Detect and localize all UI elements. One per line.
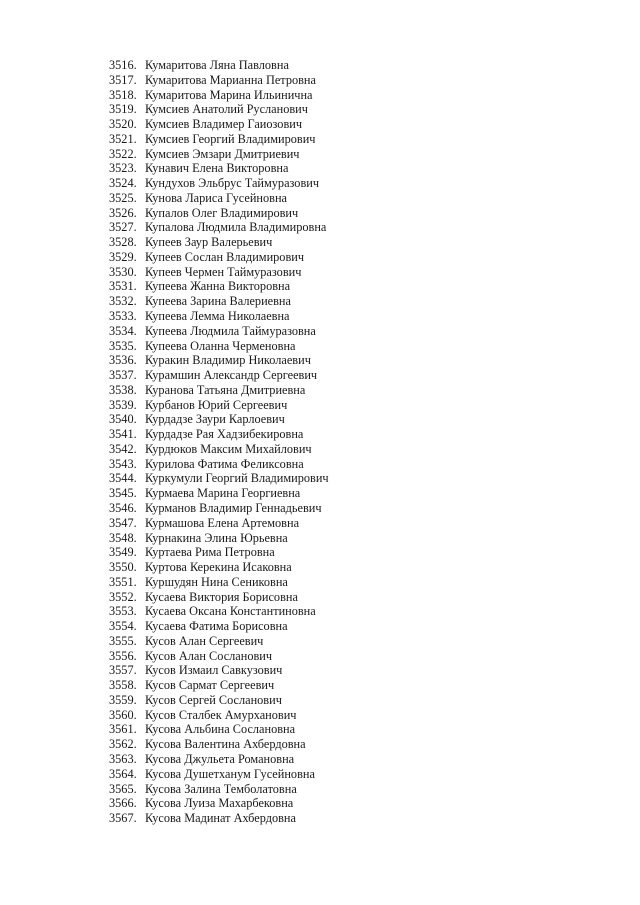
entry-name: Курмаева Марина Георгиевна bbox=[145, 486, 301, 501]
entry-name: Куранова Татьяна Дмитриевна bbox=[145, 382, 306, 397]
list-item bbox=[109, 339, 329, 354]
entry-name: Кумсиев Эмзари Дмитриевич bbox=[145, 146, 300, 161]
entry-number: 3537. bbox=[109, 368, 137, 383]
entry-name: Куртаева Рима Петровна bbox=[145, 545, 275, 560]
entry-name: Курилова Фатима Феликсовна bbox=[145, 456, 304, 471]
list-item bbox=[109, 412, 329, 427]
entry-name: Кусова Джульета Романовна bbox=[145, 751, 295, 766]
list-item bbox=[109, 663, 329, 678]
list-item bbox=[109, 88, 329, 103]
list-item bbox=[109, 649, 329, 664]
list-item bbox=[109, 235, 329, 250]
list-item bbox=[109, 250, 329, 265]
entry-name: Кусова Альбина Сослановна bbox=[145, 722, 296, 737]
entry-name: Кусов Алан Сосланович bbox=[145, 648, 273, 663]
entry-name: Кусова Душетханум Гусейновна bbox=[145, 766, 315, 781]
list-item bbox=[109, 368, 329, 383]
entry-number: 3517. bbox=[109, 72, 137, 87]
entry-number: 3536. bbox=[109, 353, 137, 368]
entry-name: Кунавич Елена Викторовна bbox=[145, 161, 289, 176]
entry-number: 3562. bbox=[109, 737, 137, 752]
list-item bbox=[109, 752, 329, 767]
name-list bbox=[109, 58, 329, 826]
entry-name: Купеев Сослан Владимирович bbox=[145, 249, 305, 264]
list-item bbox=[109, 206, 329, 221]
entry-number: 3565. bbox=[109, 781, 137, 796]
entry-number: 3551. bbox=[109, 574, 137, 589]
entry-number: 3553. bbox=[109, 604, 137, 619]
entry-name: Купеева Лемма Николаевна bbox=[145, 309, 290, 324]
entry-number: 3564. bbox=[109, 766, 137, 781]
list-item bbox=[109, 442, 329, 457]
list-item bbox=[109, 545, 329, 560]
entry-number: 3534. bbox=[109, 323, 137, 338]
entry-number: 3548. bbox=[109, 530, 137, 545]
entry-name: Кусаева Оксана Константиновна bbox=[145, 604, 316, 619]
list-item bbox=[109, 457, 329, 472]
list-item bbox=[109, 353, 329, 368]
entry-name: Курамшин Александр Сергеевич bbox=[145, 368, 318, 383]
entry-number: 3532. bbox=[109, 294, 137, 309]
entry-number: 3524. bbox=[109, 176, 137, 191]
entry-number: 3566. bbox=[109, 796, 137, 811]
entry-name: Кундухов Эльбрус Таймуразович bbox=[145, 176, 320, 191]
entry-number: 3528. bbox=[109, 235, 137, 250]
entry-number: 3523. bbox=[109, 161, 137, 176]
list-item bbox=[109, 73, 329, 88]
entry-name: Курнакина Элина Юрьевна bbox=[145, 530, 288, 545]
list-item bbox=[109, 737, 329, 752]
entry-name: Кумсиев Анатолий Русланович bbox=[145, 102, 308, 117]
list-item bbox=[109, 590, 329, 605]
list-item bbox=[109, 811, 329, 826]
list-item bbox=[109, 265, 329, 280]
entry-number: 3516. bbox=[109, 58, 137, 72]
entry-name: Курмашова Елена Артемовна bbox=[145, 515, 300, 530]
list-item bbox=[109, 531, 329, 546]
entry-name: Кумаритова Марина Ильинична bbox=[145, 87, 313, 102]
list-item bbox=[109, 796, 329, 811]
list-item bbox=[109, 398, 329, 413]
entry-number: 3567. bbox=[109, 811, 137, 826]
list-item bbox=[109, 767, 329, 782]
entry-number: 3540. bbox=[109, 412, 137, 427]
entry-number: 3544. bbox=[109, 471, 137, 486]
entry-number: 3541. bbox=[109, 427, 137, 442]
list-item bbox=[109, 147, 329, 162]
entry-number: 3525. bbox=[109, 190, 137, 205]
entry-name: Кусов Сергей Сосланович bbox=[145, 692, 282, 707]
entry-name: Куракин Владимир Николаевич bbox=[145, 353, 311, 368]
entry-number: 3533. bbox=[109, 309, 137, 324]
entry-name: Курбанов Юрий Сергеевич bbox=[145, 397, 288, 412]
list-item bbox=[109, 501, 329, 516]
entry-number: 3559. bbox=[109, 692, 137, 707]
list-item bbox=[109, 708, 329, 723]
entry-number: 3538. bbox=[109, 382, 137, 397]
list-item bbox=[109, 560, 329, 575]
list-item bbox=[109, 191, 329, 206]
entry-name: Кусов Измаил Савкузович bbox=[145, 663, 283, 678]
list-item bbox=[109, 102, 329, 117]
entry-number: 3546. bbox=[109, 500, 137, 515]
entry-number: 3526. bbox=[109, 205, 137, 220]
entry-number: 3561. bbox=[109, 722, 137, 737]
list-item bbox=[109, 427, 329, 442]
entry-number: 3550. bbox=[109, 560, 137, 575]
entry-number: 3558. bbox=[109, 678, 137, 693]
entry-name: Кумсиев Владимер Гаиозович bbox=[145, 117, 303, 132]
list-item bbox=[109, 309, 329, 324]
list-item bbox=[109, 58, 329, 73]
list-item bbox=[109, 782, 329, 797]
entry-name: Купеева Людмила Таймуразовна bbox=[145, 323, 316, 338]
entry-number: 3518. bbox=[109, 87, 137, 102]
entry-number: 3543. bbox=[109, 456, 137, 471]
entry-name: Кусова Луиза Махарбековна bbox=[145, 796, 294, 811]
entry-name: Курдадзе Рая Хадзибекировна bbox=[145, 427, 304, 442]
entry-number: 3530. bbox=[109, 264, 137, 279]
entry-name: Куркумули Георгий Владимирович bbox=[145, 471, 329, 486]
entry-number: 3555. bbox=[109, 633, 137, 648]
entry-name: Купеева Зарина Валериевна bbox=[145, 294, 291, 309]
entry-name: Кумаритова Ляна Павловна bbox=[145, 58, 289, 72]
list-item bbox=[109, 294, 329, 309]
list-item bbox=[109, 132, 329, 147]
entry-name: Кусова Залина Темболатовна bbox=[145, 781, 297, 796]
entry-name: Кусов Сталбек Амурханович bbox=[145, 707, 297, 722]
entry-number: 3549. bbox=[109, 545, 137, 560]
entry-number: 3547. bbox=[109, 515, 137, 530]
list-item bbox=[109, 324, 329, 339]
entry-name: Кусов Сармат Сергеевич bbox=[145, 678, 275, 693]
entry-name: Кунова Лариса Гусейновна bbox=[145, 190, 288, 205]
entry-number: 3519. bbox=[109, 102, 137, 117]
list-item bbox=[109, 678, 329, 693]
list-item bbox=[109, 619, 329, 634]
entry-number: 3539. bbox=[109, 397, 137, 412]
entry-name: Купеев Чермен Таймуразович bbox=[145, 264, 302, 279]
entry-number: 3560. bbox=[109, 707, 137, 722]
entry-name: Купеева Оланна Черменовна bbox=[145, 338, 296, 353]
list-item bbox=[109, 471, 329, 486]
list-item bbox=[109, 575, 329, 590]
entry-name: Кусаева Фатима Борисовна bbox=[145, 619, 288, 634]
entry-number: 3529. bbox=[109, 249, 137, 264]
entry-name: Куртова Керекина Исаковна bbox=[145, 560, 292, 575]
entry-number: 3542. bbox=[109, 441, 137, 456]
list-item bbox=[109, 486, 329, 501]
entry-name: Кусова Валентина Ахбердовна bbox=[145, 737, 306, 752]
list-item bbox=[109, 279, 329, 294]
entry-name: Курдадзе Заури Карлоевич bbox=[145, 412, 285, 427]
entry-name: Купеева Жанна Викторовна bbox=[145, 279, 291, 294]
entry-name: Купалова Людмила Владимировна bbox=[145, 220, 327, 235]
entry-name: Кумаритова Марианна Петровна bbox=[145, 72, 316, 87]
entry-number: 3563. bbox=[109, 751, 137, 766]
list-item bbox=[109, 604, 329, 619]
entry-number: 3557. bbox=[109, 663, 137, 678]
entry-number: 3527. bbox=[109, 220, 137, 235]
entry-name: Куршудян Нина Сениковна bbox=[145, 574, 288, 589]
entry-number: 3521. bbox=[109, 131, 137, 146]
entry-number: 3531. bbox=[109, 279, 137, 294]
entry-number: 3556. bbox=[109, 648, 137, 663]
entry-name: Кумсиев Георгий Владимирович bbox=[145, 131, 316, 146]
entry-name: Кусова Мадинат Ахбердовна bbox=[145, 811, 296, 826]
entry-number: 3535. bbox=[109, 338, 137, 353]
entry-number: 3552. bbox=[109, 589, 137, 604]
list-item bbox=[109, 161, 329, 176]
entry-name: Кусаева Виктория Борисовна bbox=[145, 589, 298, 604]
list-item bbox=[109, 383, 329, 398]
entry-number: 3522. bbox=[109, 146, 137, 161]
entry-name: Кусов Алан Сергеевич bbox=[145, 633, 264, 648]
entry-number: 3520. bbox=[109, 117, 137, 132]
entry-name: Курманов Владимир Геннадьевич bbox=[145, 500, 322, 515]
entry-number: 3545. bbox=[109, 486, 137, 501]
entry-name: Курдюков Максим Михайлович bbox=[145, 441, 312, 456]
list-item bbox=[109, 693, 329, 708]
list-item bbox=[109, 634, 329, 649]
entry-number: 3554. bbox=[109, 619, 137, 634]
list-item bbox=[109, 117, 329, 132]
list-item bbox=[109, 176, 329, 191]
list-item bbox=[109, 722, 329, 737]
list-item bbox=[109, 516, 329, 531]
entry-name: Купеев Заур Валерьевич bbox=[145, 235, 273, 250]
entry-name: Купалов Олег Владимирович bbox=[145, 205, 299, 220]
list-item bbox=[109, 220, 329, 235]
